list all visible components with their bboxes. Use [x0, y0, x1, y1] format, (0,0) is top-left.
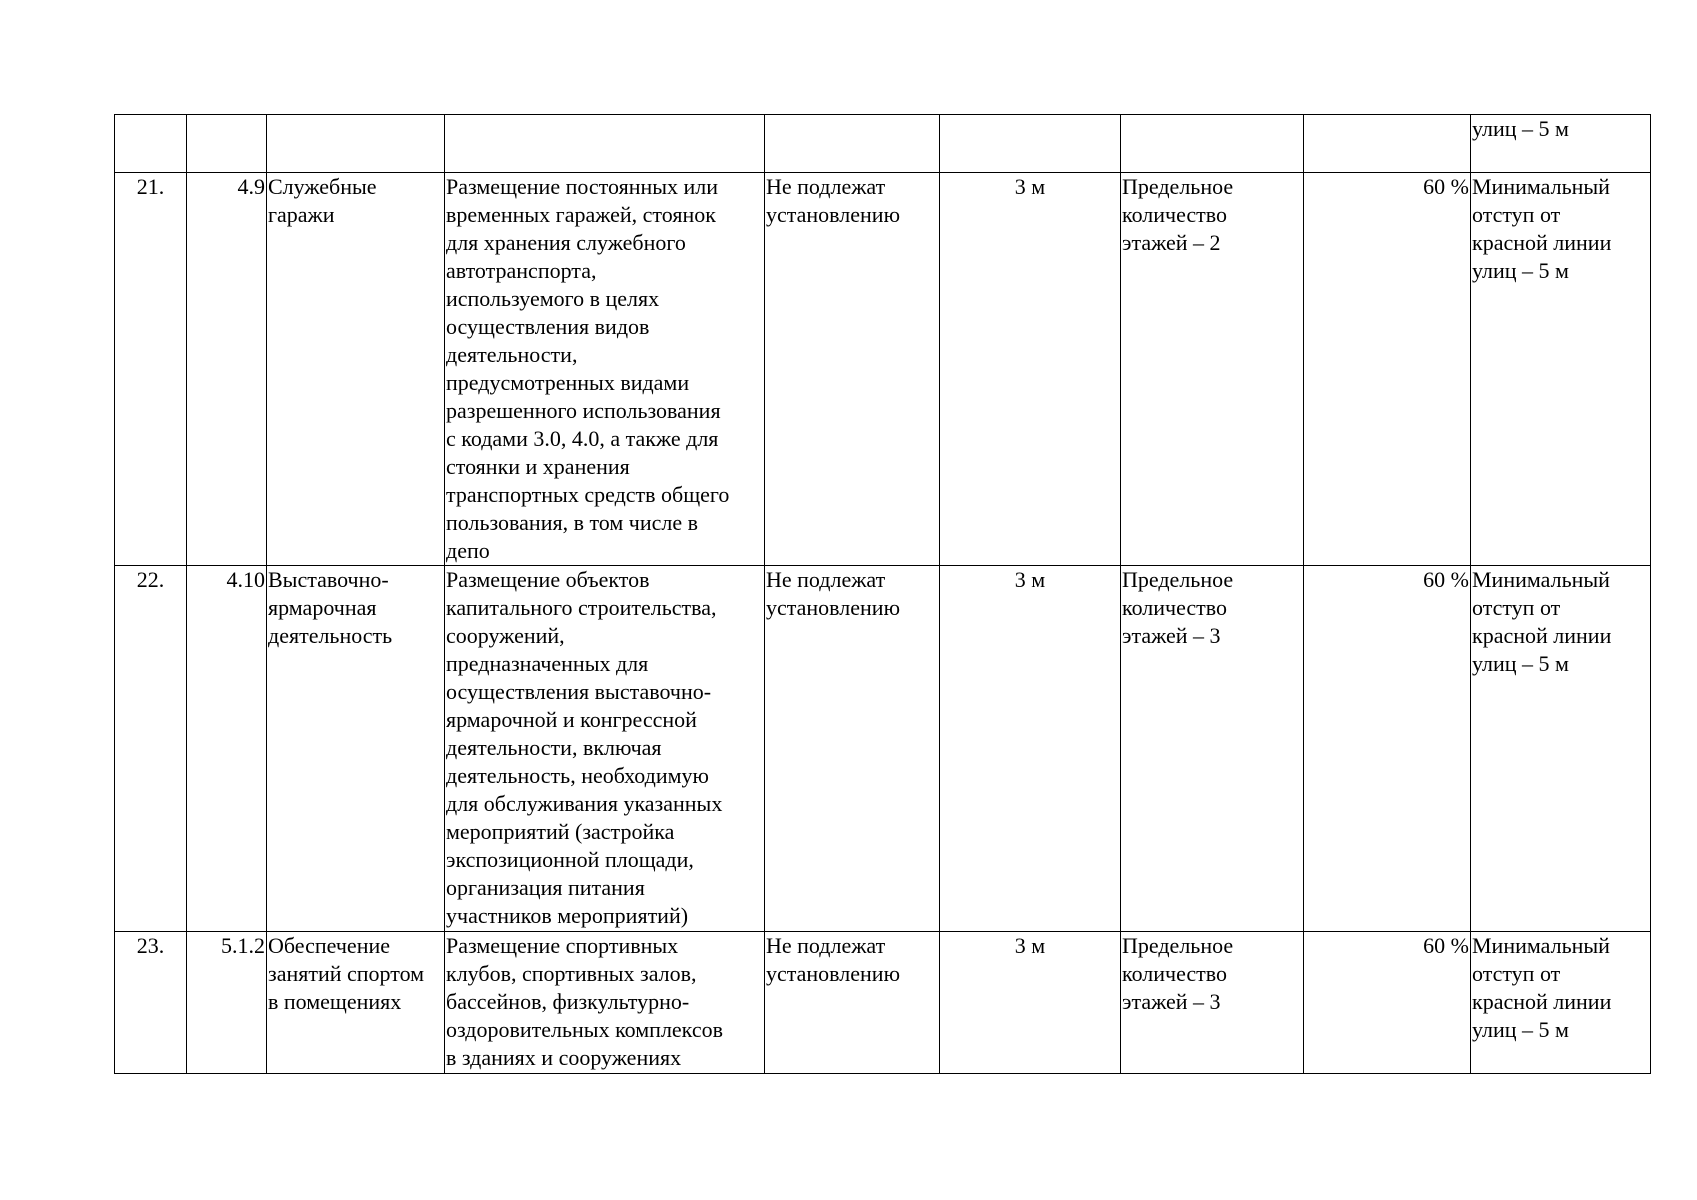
text-line: Предельное — [1122, 567, 1234, 592]
text-line: Предельное — [1122, 933, 1234, 958]
use-code: 4.9 — [187, 173, 267, 566]
text-line: гаражи — [268, 202, 335, 227]
text-line: Размещение постоянных или — [446, 174, 719, 199]
text-line: красной линии — [1472, 989, 1612, 1014]
other-params — [1471, 932, 1651, 1074]
row-number — [115, 115, 187, 173]
text-line: деятельность, необходимую — [446, 763, 709, 788]
text-line: депо — [446, 538, 490, 563]
text-line: Минимальный — [1472, 933, 1610, 958]
text-line: транспортных средств общего — [446, 482, 730, 507]
min-indent: 3 м — [940, 566, 1121, 932]
text-line: клубов, спортивных залов, — [446, 961, 697, 986]
use-code: 4.10 — [187, 566, 267, 932]
max-coverage: 60 % — [1304, 566, 1471, 932]
text-line: предусмотренных видами — [446, 370, 690, 395]
max-coverage: 60 % — [1304, 173, 1471, 566]
row-number: 22. — [115, 566, 187, 932]
text-line: отступ от — [1472, 202, 1561, 227]
text-line: деятельность — [268, 623, 393, 648]
text-line: этажей – 2 — [1122, 230, 1221, 255]
plot-area — [765, 115, 940, 173]
text-line: Минимальный — [1472, 174, 1610, 199]
text-line: улиц – 5 м — [1472, 258, 1569, 283]
text-line: экспозиционной площади, — [446, 847, 694, 872]
max-floors — [1121, 932, 1304, 1074]
text-line: пользования, в том числе в — [446, 510, 699, 535]
text-line: осуществления выставочно- — [446, 679, 712, 704]
min-indent — [940, 115, 1121, 173]
use-description — [445, 173, 765, 566]
use-name — [267, 566, 445, 932]
other-params — [1471, 566, 1651, 932]
min-indent: 3 м — [940, 173, 1121, 566]
text-line: временных гаражей, стоянок — [446, 202, 716, 227]
text-line: отступ от — [1472, 595, 1561, 620]
use-name — [267, 115, 445, 173]
table-body — [115, 115, 1651, 1074]
regulations-table — [114, 114, 1651, 1074]
text-line: красной линии — [1472, 623, 1612, 648]
text-line: установлению — [766, 595, 901, 620]
plot-area — [765, 566, 940, 932]
text-line: установлению — [766, 961, 901, 986]
text-line: с кодами 3.0, 4.0, а также для — [446, 426, 719, 451]
text-line: деятельности, включая — [446, 735, 662, 760]
text-line: Выставочно- — [268, 567, 389, 592]
text-line: бассейнов, физкультурно- — [446, 989, 690, 1014]
text-line: Не подлежат — [766, 567, 886, 592]
use-name — [267, 173, 445, 566]
text-line: мероприятий (застройка — [446, 819, 675, 844]
table-row — [115, 566, 1651, 932]
text-line: количество — [1122, 202, 1228, 227]
text-line: используемого в целях — [446, 286, 660, 311]
text-line: красной линии — [1472, 230, 1612, 255]
plot-area — [765, 932, 940, 1074]
text-line: Размещение объектов — [446, 567, 650, 592]
text-line: улиц – 5 м — [1472, 651, 1569, 676]
min-indent: 3 м — [940, 932, 1121, 1074]
text-line: для обслуживания указанных — [446, 791, 723, 816]
table-row — [115, 932, 1651, 1074]
table-row — [115, 115, 1651, 173]
text-line: Служебные — [268, 174, 377, 199]
text-line: деятельности, — [446, 342, 578, 367]
text-line: этажей – 3 — [1122, 623, 1221, 648]
use-name — [267, 932, 445, 1074]
max-floors — [1121, 115, 1304, 173]
text-line: участников мероприятий) — [446, 903, 689, 928]
text-line: Обеспечение — [268, 933, 390, 958]
text-line: Не подлежат — [766, 174, 886, 199]
text-line: в зданиях и сооружениях — [446, 1045, 682, 1070]
max-floors — [1121, 173, 1304, 566]
text-line: ярмарочной и конгрессной — [446, 707, 697, 732]
table-row — [115, 173, 1651, 566]
text-line: Минимальный — [1472, 567, 1610, 592]
text-line: улиц – 5 м — [1472, 116, 1569, 141]
text-line: предназначенных для — [446, 651, 649, 676]
text-line: для хранения служебного — [446, 230, 686, 255]
text-line: сооружений, — [446, 623, 565, 648]
text-line: отступ от — [1472, 961, 1561, 986]
text-line: Не подлежат — [766, 933, 886, 958]
text-line: капитального строительства, — [446, 595, 717, 620]
other-params — [1471, 115, 1651, 173]
max-coverage: 60 % — [1304, 932, 1471, 1074]
use-code: 5.1.2 — [187, 932, 267, 1074]
max-floors — [1121, 566, 1304, 932]
text-line: оздоровительных комплексов — [446, 1017, 723, 1042]
use-code — [187, 115, 267, 173]
text-line: организация питания — [446, 875, 645, 900]
text-line: в помещениях — [268, 989, 402, 1014]
use-description — [445, 932, 765, 1074]
text-line: Предельное — [1122, 174, 1234, 199]
text-line: стоянки и хранения — [446, 454, 630, 479]
max-coverage — [1304, 115, 1471, 173]
text-line: ярмарочная — [268, 595, 377, 620]
text-line: установлению — [766, 202, 901, 227]
text-line: количество — [1122, 595, 1228, 620]
plot-area — [765, 173, 940, 566]
text-line: улиц – 5 м — [1472, 1017, 1569, 1042]
text-line: разрешенного использования — [446, 398, 721, 423]
text-line: осуществления видов — [446, 314, 650, 339]
text-line: занятий спортом — [268, 961, 425, 986]
other-params — [1471, 173, 1651, 566]
text-line: количество — [1122, 961, 1228, 986]
row-number: 23. — [115, 932, 187, 1074]
text-line: Размещение спортивных — [446, 933, 679, 958]
text-line: этажей – 3 — [1122, 989, 1221, 1014]
row-number: 21. — [115, 173, 187, 566]
use-description — [445, 566, 765, 932]
use-description — [445, 115, 765, 173]
text-line: автотранспорта, — [446, 258, 597, 283]
